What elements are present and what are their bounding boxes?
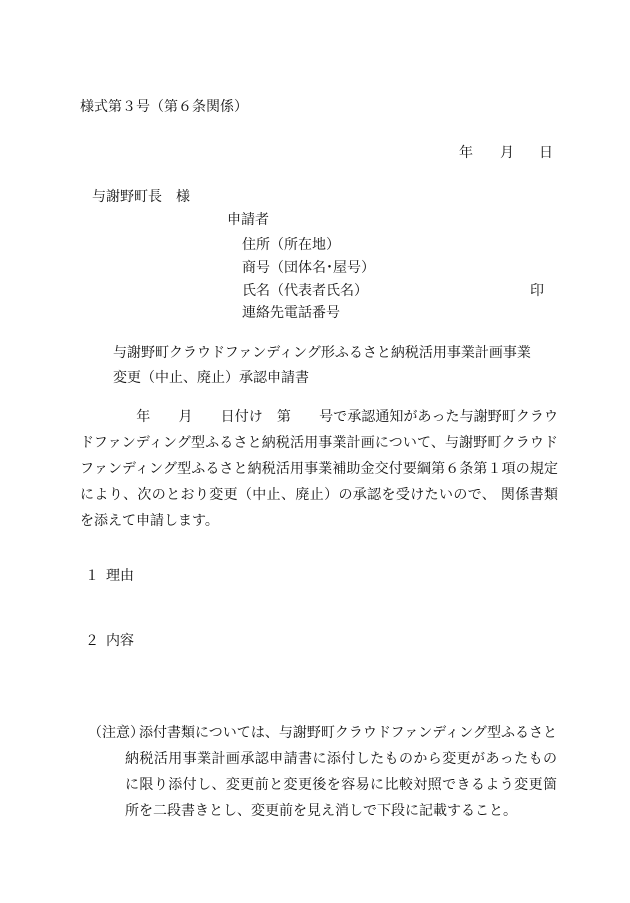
applicant-address: 住所（所在地）	[242, 237, 340, 253]
form-number: 様式第３号（第６条関係）	[80, 99, 248, 115]
section-number: １	[85, 568, 99, 584]
seal-mark: 印	[530, 283, 544, 299]
date-year: 年	[459, 145, 473, 161]
title-line-1: 与謝野町クラウドファンディング形ふるさと納税活用事業計画事業	[113, 345, 531, 361]
section-number: ２	[85, 633, 99, 649]
applicant-name: 氏名（代表者氏名）	[242, 283, 368, 299]
section-label: 内容	[106, 633, 134, 649]
note-text: 添付書類については、与謝野町クラウドファンディング型ふるさと納税活用事業計画承認申請書に添付したものから変更があったものに限り添付し、変更前と変更後を容易に比較対照できるよう変更箇所を二段書きとし、変更前を見え消しで下段に記載すること。	[125, 725, 557, 819]
applicant-heading: 申請者	[227, 212, 269, 228]
body-paragraph: 年 月 日付け 第 号で承認通知があった与謝野町クラウドファンディング型ふるさと納税活用事業計画について、与謝野町クラウドファンディング型ふるさと納税活用事業補助金交付要綱第６条第１項の規定により、次のとおり変更（中止、廃止）の承認を受けたいので、 関係書類を添えて申請します。	[80, 409, 558, 529]
applicant-phone: 連絡先電話番号	[242, 305, 340, 321]
title-line-2: 変更（中止、廃止）承認申請書	[113, 370, 309, 386]
date-month: 月	[500, 145, 514, 161]
date-day: 日	[539, 145, 553, 161]
note-label: （注意）	[88, 725, 144, 741]
addressee: 与謝野町長 様	[92, 189, 190, 205]
applicant-trade-name: 商号（団体名･屋号）	[242, 260, 375, 276]
section-label: 理由	[106, 568, 134, 584]
